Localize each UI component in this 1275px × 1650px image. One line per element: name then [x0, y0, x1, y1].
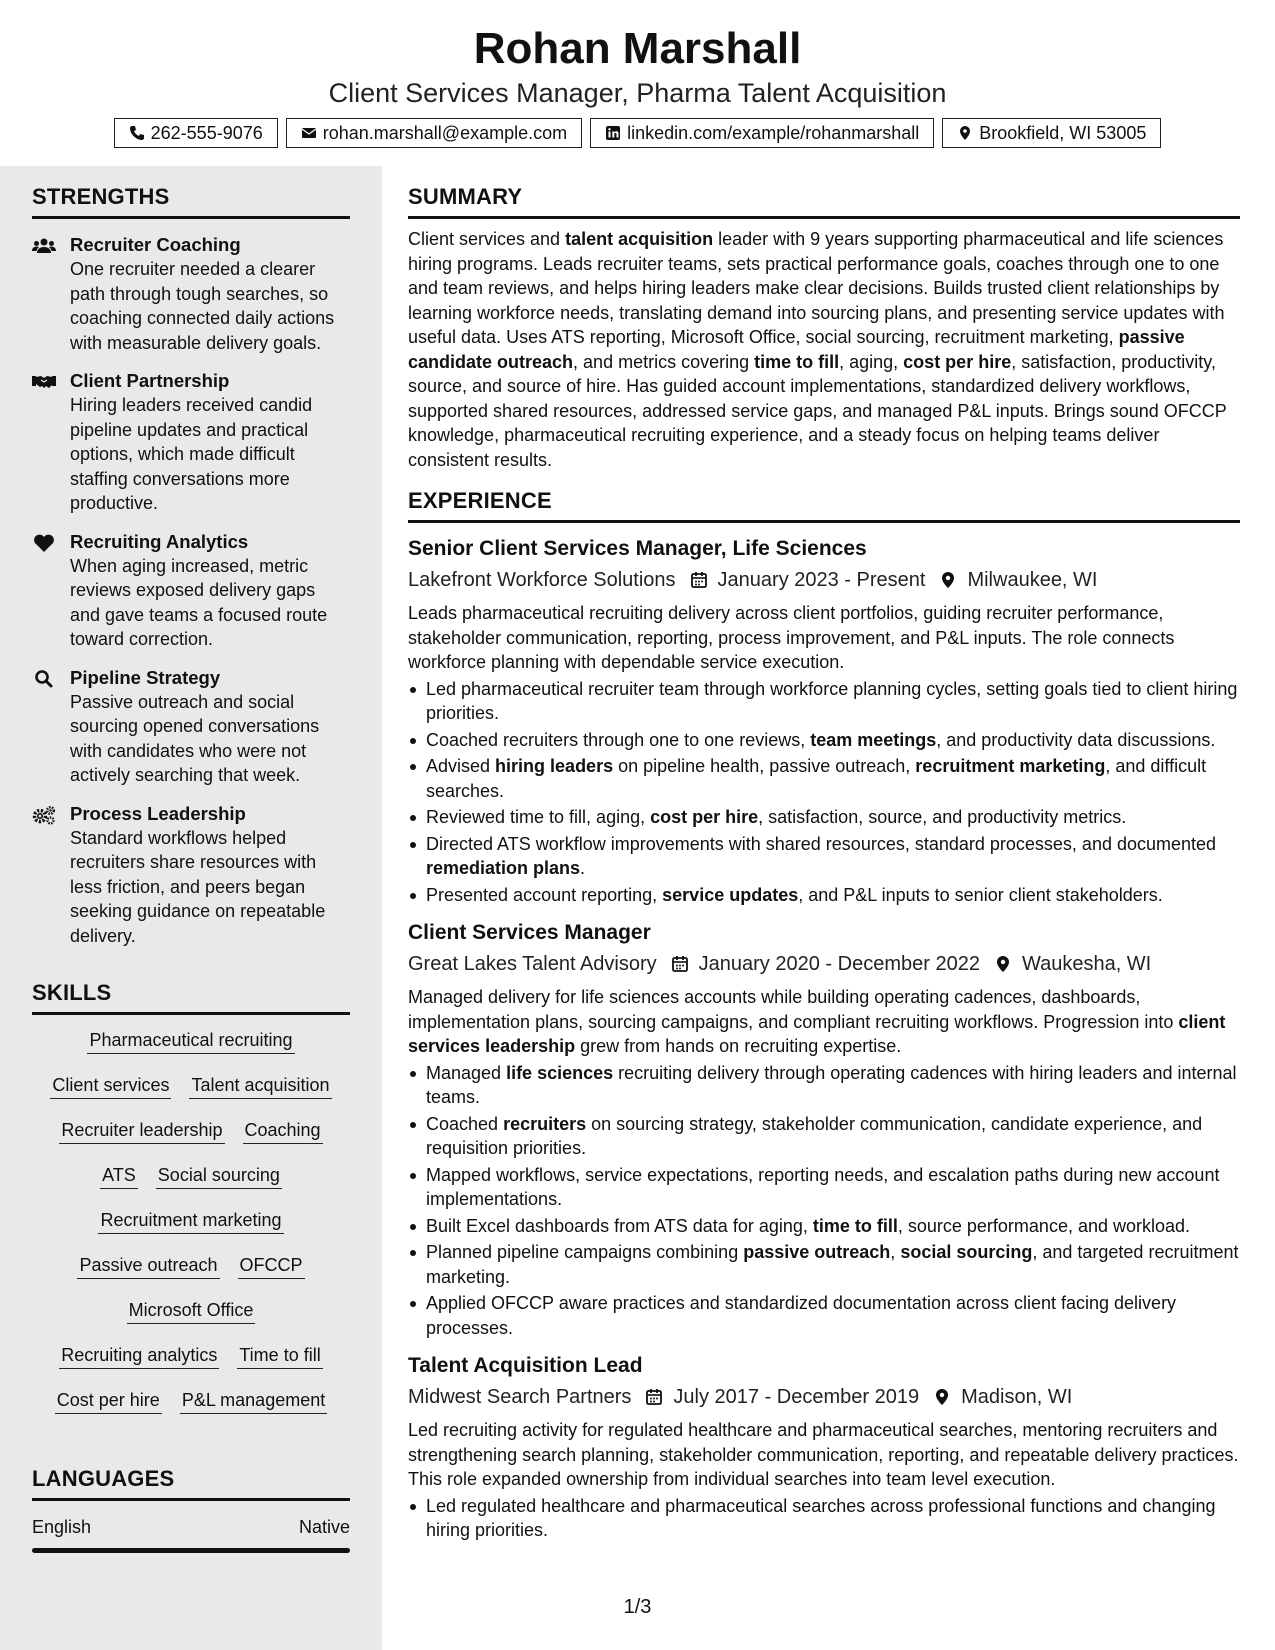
- bullet-item: Applied OFCCP aware practices and standardized documentation across client facing delivery processes.: [426, 1291, 1240, 1340]
- map-pin-icon: [994, 955, 1012, 973]
- skills-heading: SKILLS: [32, 980, 350, 1015]
- strength-title: Client Partnership: [70, 370, 230, 391]
- strength-description: Passive outreach and social sourcing opened conversations with candidates who were not actively searching that week.: [70, 691, 320, 785]
- job-bullets: [408, 1061, 1240, 1341]
- strengths-heading: STRENGTHS: [32, 184, 350, 219]
- phone-text: 262-555-9076: [150, 122, 263, 143]
- skill-tag: Recruiter leadership: [59, 1119, 224, 1144]
- contact-phone[interactable]: [114, 118, 278, 148]
- skill-tag: Recruiting analytics: [59, 1344, 219, 1369]
- job-description: Led recruiting activity for regulated healthcare and pharmaceutical searches, mentoring recruiters and strengthening search planning, stakeholder communication, reporting, and repeatable delivery practices. This role expanded ownership from individual searches into team level execution.: [408, 1420, 1239, 1489]
- strength-title: Recruiting Analytics: [70, 530, 249, 552]
- calendar-icon: [645, 1388, 663, 1406]
- summary-heading: SUMMARY: [408, 184, 1240, 219]
- heart-icon: [32, 533, 56, 553]
- bullet-item: Coached recruiters through one to one reviews, team meetings, and productivity data discussions.: [426, 728, 1240, 753]
- skill-tag: P&L management: [180, 1389, 327, 1414]
- bullet-item: Presented account reporting, service updates, and P&L inputs to senior client stakeholders.: [426, 883, 1240, 908]
- bullet-item: Mapped workflows, service expectations, reporting needs, and escalation paths during new account implementations.: [426, 1163, 1240, 1212]
- job-entry: [408, 1352, 1240, 1543]
- skill-tag: Time to fill: [237, 1344, 322, 1369]
- phone-icon: [129, 125, 145, 141]
- job-description: Managed delivery for life sciences accounts while building operating cadences, dashboards, implementation plans, sourcing campaigns, and compliant recruiting workflows. Progression into client services leadership grew from hands on recruiting expertise.: [408, 987, 1226, 1056]
- map-pin-icon: [957, 125, 973, 141]
- search-icon: [32, 669, 56, 689]
- languages-heading: LANGUAGES: [32, 1466, 350, 1501]
- contact-location: [942, 118, 1161, 148]
- contact-email[interactable]: [286, 118, 582, 148]
- strength-item: [32, 530, 350, 652]
- gears-icon: [32, 805, 56, 825]
- strength-description: One recruiter needed a clearer path through tough searches, so coaching connected daily actions with measurable delivery goals.: [70, 259, 335, 353]
- strength-item: [32, 233, 350, 355]
- bullet-item: Led regulated healthcare and pharmaceutical searches across professional functions and changing hiring priorities.: [426, 1494, 1240, 1543]
- job-title: Client Services Manager: [408, 921, 651, 944]
- skill-tag: Microsoft Office: [127, 1299, 256, 1324]
- language-level-bar: [32, 1548, 350, 1553]
- skill-tag: Coaching: [243, 1119, 323, 1144]
- strength-title: Pipeline Strategy: [70, 666, 221, 688]
- job-description: Leads pharmaceutical recruiting delivery across client portfolios, guiding recruiter performance, stakeholder communication, reporting, process improvement, and P&L inputs. The role connects workforce planning with dependable service execution.: [408, 603, 1175, 672]
- sidebar: [0, 166, 382, 1650]
- job-dates: July 2017 - December 2019: [673, 1386, 920, 1408]
- bullet-item: Planned pipeline campaigns combining passive outreach, social sourcing, and targeted recruitment marketing.: [426, 1240, 1240, 1289]
- page-number: 1/3: [623, 1596, 652, 1618]
- job-meta: [408, 1382, 1240, 1412]
- users-icon: [32, 236, 56, 256]
- experience-heading: EXPERIENCE: [408, 488, 1240, 523]
- skills-list: [32, 1029, 350, 1414]
- language-row: [32, 1517, 350, 1538]
- job-dates: January 2023 - Present: [717, 569, 926, 591]
- map-pin-icon: [939, 571, 957, 589]
- handshake-icon: [32, 372, 56, 392]
- job-location: Madison, WI: [961, 1386, 1073, 1408]
- job-entry: [408, 535, 1240, 907]
- strength-description: Standard workflows helped recruiters share resources with less friction, and peers began seeking guidance on repeatable delivery.: [70, 827, 326, 946]
- skills-section: [32, 980, 350, 1414]
- strength-description: Hiring leaders received candid pipeline updates and practical options, which made difficult staffing conversations more productive.: [70, 395, 313, 513]
- bullet-item: Built Excel dashboards from ATS data for aging, time to fill, source performance, and workload.: [426, 1214, 1240, 1239]
- strength-item: [32, 802, 350, 949]
- languages-section: [32, 1466, 350, 1553]
- skill-tag: ATS: [100, 1164, 138, 1189]
- job-bullets: [408, 1494, 1240, 1543]
- strength-title: Process Leadership: [70, 802, 246, 824]
- skill-tag: Talent acquisition: [189, 1074, 331, 1099]
- map-pin-icon: [933, 1388, 951, 1406]
- resume-header: [0, 0, 1275, 148]
- company-name: Great Lakes Talent Advisory: [408, 953, 657, 975]
- bullet-item: Led pharmaceutical recruiter team through workforce planning cycles, setting goals tied to client hiring priorities.: [426, 677, 1240, 726]
- skill-tag: Passive outreach: [77, 1254, 219, 1279]
- bullet-item: Directed ATS workflow improvements with shared resources, standard processes, and documented remediation plans.: [426, 832, 1240, 881]
- contact-linkedin[interactable]: [590, 118, 934, 148]
- skill-tag: Pharmaceutical recruiting: [87, 1029, 294, 1054]
- calendar-icon: [671, 955, 689, 973]
- linkedin-text: linkedin.com/example/rohanmarshall: [627, 122, 920, 143]
- skill-tag: Client services: [50, 1074, 171, 1099]
- bullet-item: Advised hiring leaders on pipeline health, passive outreach, recruitment marketing, and difficult searches.: [426, 754, 1240, 803]
- location-text: Brookfield, WI 53005: [979, 122, 1147, 143]
- job-location: Waukesha, WI: [1021, 953, 1152, 975]
- contact-bar: [0, 118, 1275, 148]
- company-name: Midwest Search Partners: [408, 1386, 632, 1408]
- job-meta: [408, 949, 1240, 979]
- job-meta: [408, 565, 1240, 595]
- candidate-name: Rohan Marshall: [473, 24, 802, 73]
- job-entry: [408, 919, 1240, 1340]
- bullet-item: Reviewed time to fill, aging, cost per hire, satisfaction, source, and productivity metrics.: [426, 805, 1240, 830]
- strength-item: [32, 369, 350, 516]
- linkedin-icon: [605, 125, 621, 141]
- job-title: Senior Client Services Manager, Life Sciences: [408, 537, 867, 560]
- skill-tag: Social sourcing: [156, 1164, 282, 1189]
- language-level: Native: [298, 1517, 350, 1537]
- company-name: Lakefront Workforce Solutions: [408, 569, 676, 591]
- strength-title: Recruiter Coaching: [70, 234, 241, 255]
- job-location: Milwaukee, WI: [967, 569, 1098, 591]
- envelope-icon: [301, 125, 317, 141]
- strengths-section: [32, 184, 350, 948]
- job-dates: January 2020 - December 2022: [698, 953, 980, 975]
- job-bullets: [408, 677, 1240, 908]
- email-text: rohan.marshall@example.com: [322, 122, 568, 143]
- summary-text: Client services and talent acquisition leader with 9 years supporting pharmaceutical and life sciences hiring programs. Leads recruiter teams, sets practical performance goals, coaches through one to one and team reviews, and helps hiring leaders make clear decisions. Builds trusted client relationships by learning workforce needs, translating demand into sourcing plans, and presenting service updates with useful data. Uses ATS reporting, Microsoft Office, social sourcing, recruitment marketing, passive candidate outreach, and metrics covering time to fill, aging, cost per hire, satisfaction, productivity, source, and source of hire. Has guided account implementations, standardized delivery workflows, supported shared resources, addressed service gaps, and managed P&L inputs. Brings sound OFCCP knowledge, pharmaceutical recruiting experience, and a steady focus on helping teams deliver consistent results.: [408, 229, 1227, 470]
- strength-description: When aging increased, metric reviews exposed delivery gaps and gave teams a focused route toward correction.: [70, 555, 328, 649]
- main-content: [408, 184, 1240, 1543]
- job-title: Talent Acquisition Lead: [408, 1354, 643, 1377]
- skill-tag: Cost per hire: [55, 1389, 162, 1414]
- skill-tag: Recruitment marketing: [98, 1209, 283, 1234]
- strength-item: [32, 666, 350, 788]
- language-name: English: [32, 1517, 92, 1537]
- calendar-icon: [690, 571, 708, 589]
- bullet-item: Managed life sciences recruiting delivery through operating cadences with hiring leaders and internal teams.: [426, 1061, 1240, 1110]
- bullet-item: Coached recruiters on sourcing strategy, stakeholder communication, candidate experience, and requisition priorities.: [426, 1112, 1240, 1161]
- candidate-title: Client Services Manager, Pharma Talent Acquisition: [328, 78, 947, 108]
- skill-tag: OFCCP: [238, 1254, 305, 1279]
